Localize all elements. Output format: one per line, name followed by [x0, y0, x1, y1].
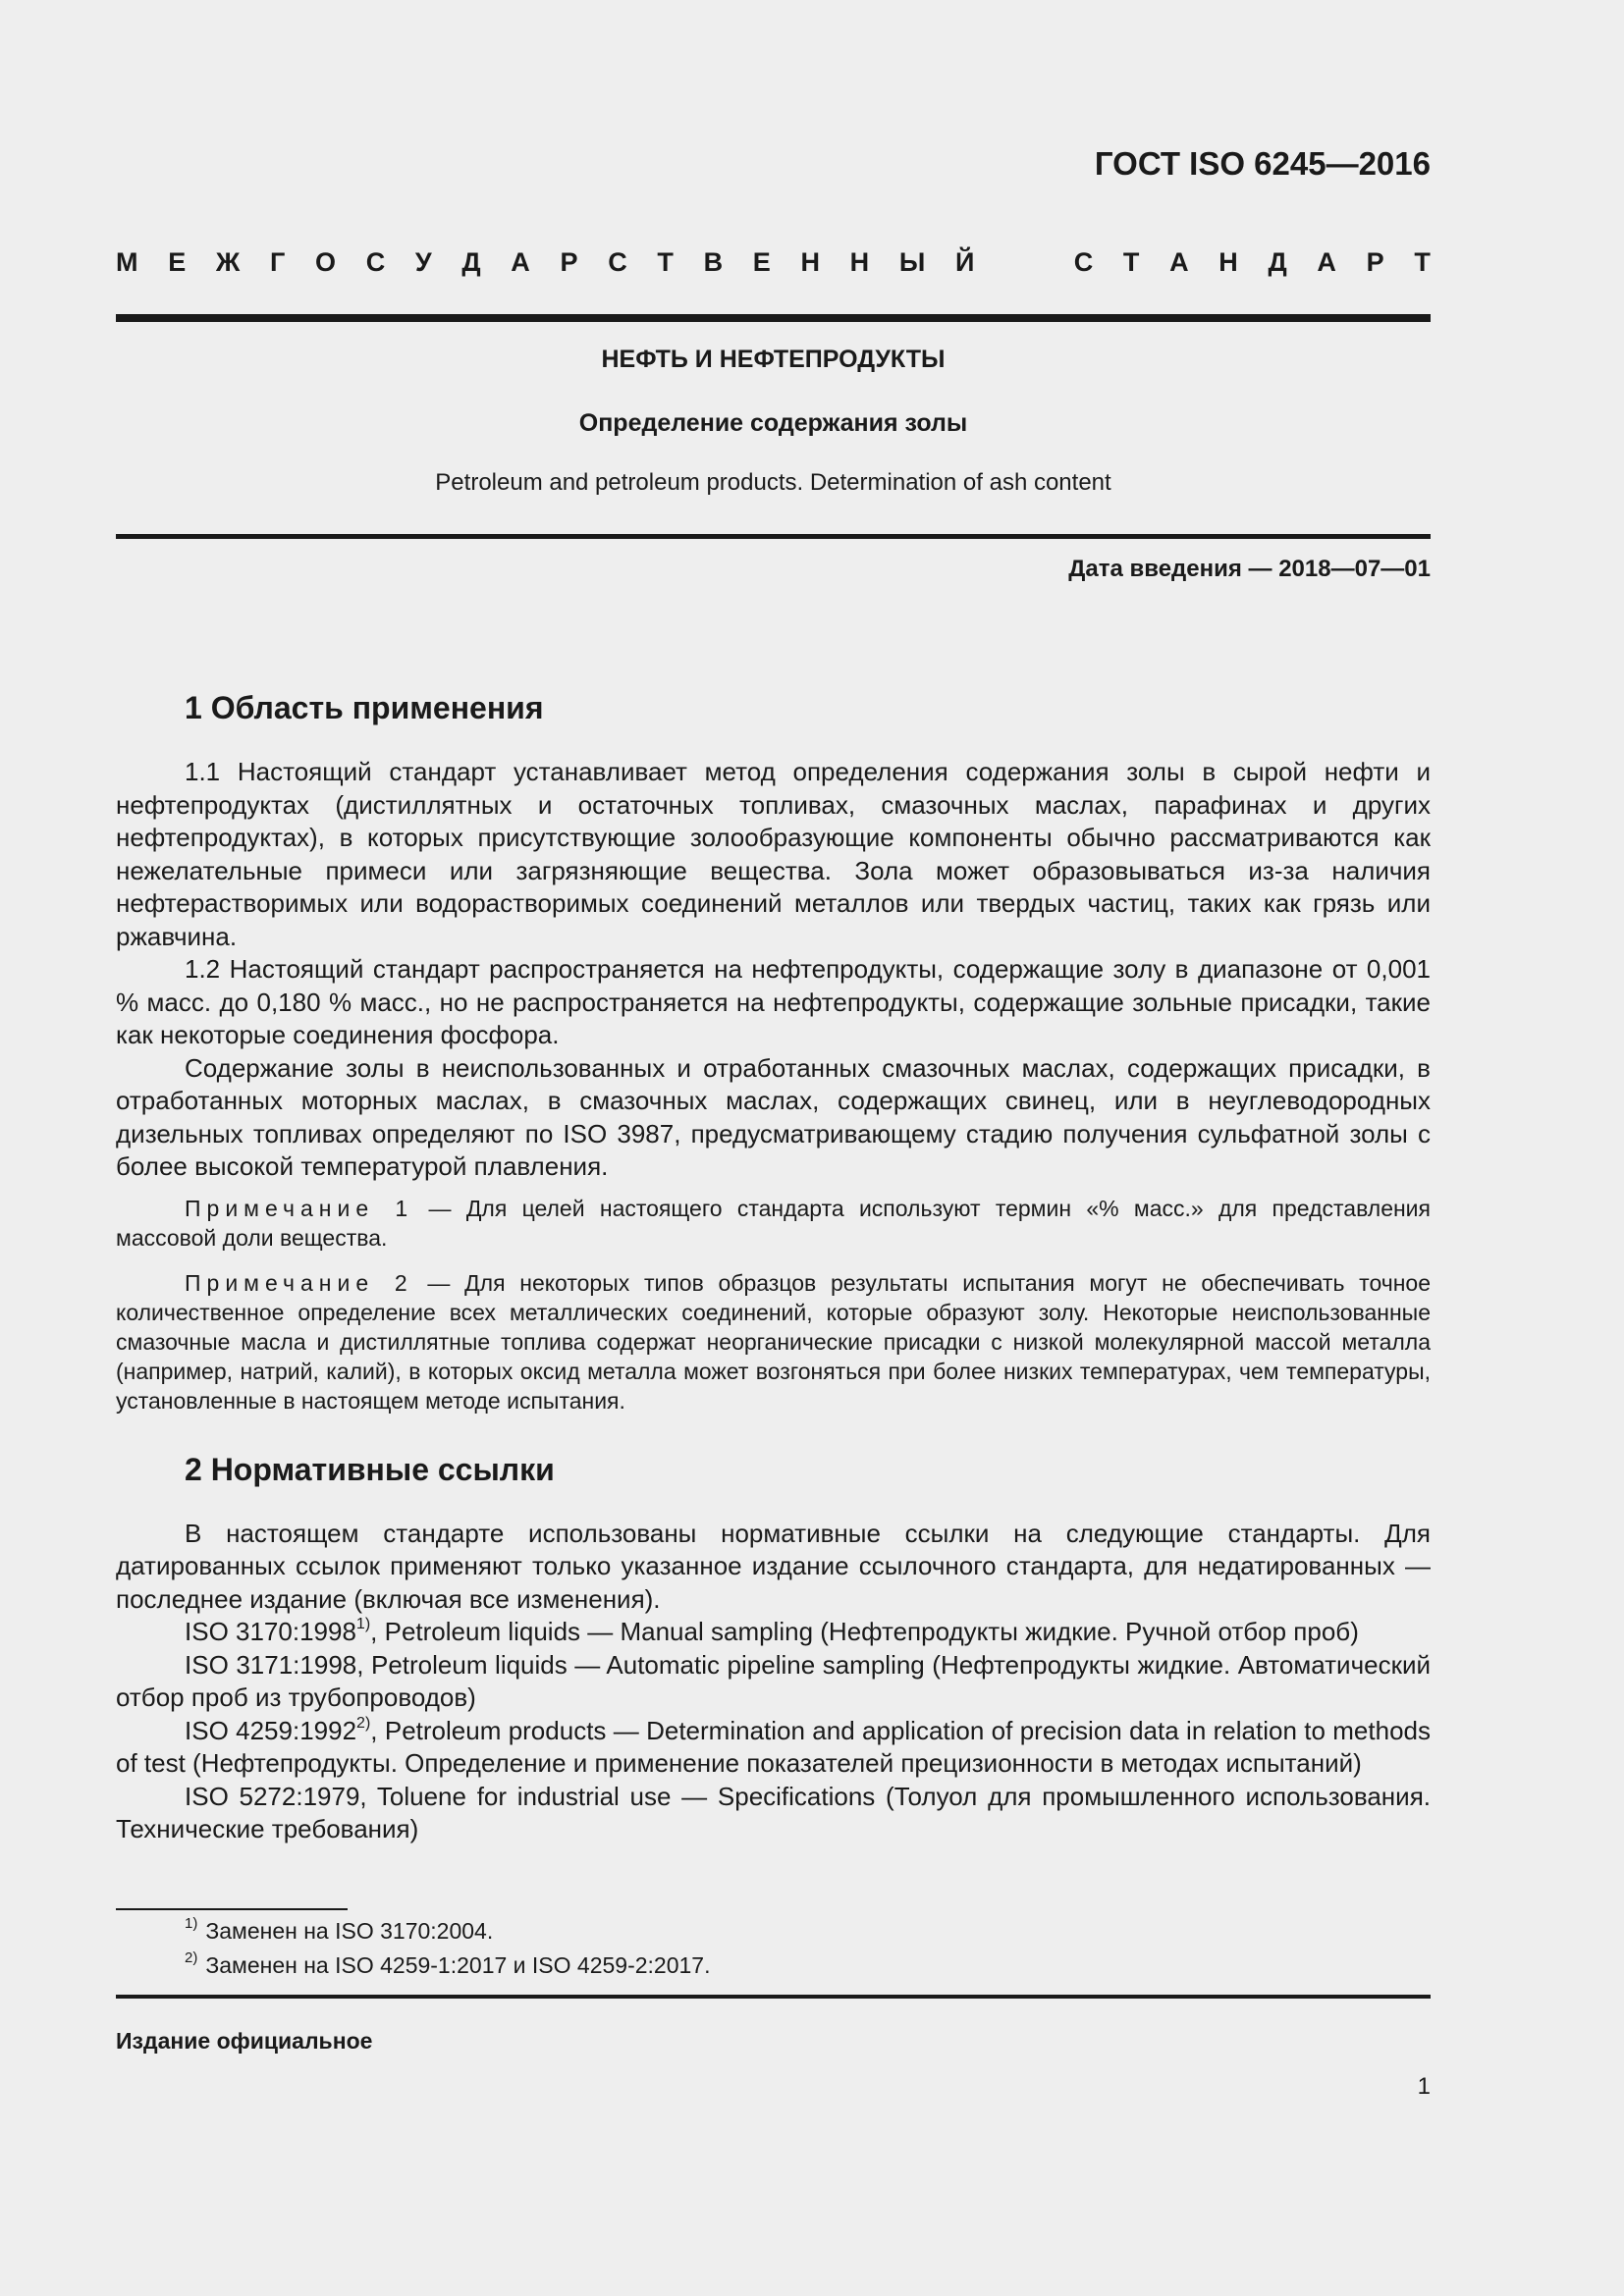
- banner-letter: Р: [1366, 247, 1384, 277]
- banner-word-gap: [1004, 247, 1044, 278]
- official-edition-label: Издание официальное: [116, 2028, 373, 2054]
- banner-letter: Н: [800, 247, 820, 277]
- banner-letter: Р: [560, 247, 578, 277]
- footnote-text: Заменен на ISO 4259-1:2017 и ISO 4259-2:2017.: [205, 1952, 711, 1978]
- banner-letter: С: [365, 247, 386, 277]
- banner-letter: Н: [1218, 247, 1238, 277]
- banner-letter: Д: [1268, 247, 1287, 277]
- reference-title: , Petroleum products — Determination and application of precision data in relation to methods of test (Нефтепродукты. Определение и применение показателей прецизионности в методах испытаний): [116, 1715, 1431, 1778]
- note-text: — Для некоторых типов образцов результаты испытания могут не обеспечивать точное количественное определение всех металлических соединений, которые образуют золу. Некоторые неиспользованные смазочные масла и дистиллятные топлива содержат неорганические присадки с низкой молекулярной массой металла (например, натрий, калий), в которых оксид металла может возгоняться при более низких температурах, чем температуры, установленные в настоящем методе испытания.: [116, 1269, 1431, 1414]
- paragraph-1-2-continued: Содержание золы в неиспользованных и отработанных смазочных маслах, содержащих присадки, в отработанных моторных маслах, в смазочных маслах, содержащих свинец, или в неуглеводородных дизельных топливах определяют по ISO 3987, предусматривающему стадию получения сульфатной золы с более высокой температурой плавления.: [116, 1052, 1431, 1181]
- banner-letter: О: [314, 247, 336, 277]
- note-label: Примечание 1: [185, 1195, 414, 1221]
- footnote-mark: 1): [185, 1915, 198, 1933]
- reference-code: ISO 3170:1998: [185, 1617, 356, 1646]
- footer-rule: [116, 1995, 1431, 1999]
- banner-letter: С: [608, 247, 627, 277]
- reference-iso-5272: ISO 5272:1979, Toluene for industrial use — Specifications (Толуол для промышленного использования. Технические требования): [116, 1781, 1431, 1843]
- banner-letter: С: [1073, 247, 1094, 277]
- banner-letter: А: [1169, 247, 1189, 277]
- banner-letter: Н: [849, 247, 870, 277]
- paragraph-1-1: 1.1 Настоящий стандарт устанавливает метод определения содержания золы в сырой нефти и нефтепродуктах (дистиллятных и остаточных топливах, смазочных маслах, парафинах и других нефтепродуктах), в которых присутствующие золообразующие компоненты обычно рассматриваются как нежелательные примеси или загрязняющие вещества. Зола может образовываться из-за наличия нефтерастворимых или водорастворимых соединений металлов или твердых частиц, таких как грязь или ржавчина.: [116, 757, 1431, 951]
- banner-letter: Д: [461, 247, 481, 277]
- document-subtitle: Определение содержания золы: [578, 409, 968, 437]
- banner-letter: А: [511, 247, 530, 277]
- note-text: — Для целей настоящего стандарта используют термин «% масс.» для представления массовой доли вещества.: [116, 1195, 1431, 1251]
- banner-letter: М: [116, 247, 138, 277]
- footnotes: [185, 1914, 1422, 1983]
- note-1: [116, 1194, 1431, 1253]
- introduction-date: Дата введения — 2018—07—01: [1068, 556, 1431, 582]
- title-rule: [116, 534, 1431, 539]
- document-title: НЕФТЬ И НЕФТЕПРОДУКТЫ: [601, 346, 946, 373]
- reference-iso-4259: [116, 1715, 1431, 1781]
- document-body: [116, 687, 1431, 1846]
- banner-letter: В: [703, 247, 724, 277]
- reference-title: , Petroleum liquids — Manual sampling (Нефтепродукты жидкие. Ручной отбор проб): [370, 1617, 1359, 1646]
- reference-iso-3170: [116, 1616, 1431, 1649]
- page-number: 1: [1417, 2073, 1431, 2100]
- reference-iso-3171: ISO 3171:1998, Petroleum liquids — Automatic pipeline sampling (Нефтепродукты жидкие. Автоматический отбор проб из трубопроводов): [116, 1649, 1431, 1712]
- footnote-marker[interactable]: 1): [355, 1616, 371, 1633]
- banner-letter: Т: [1414, 247, 1431, 277]
- banner-letter: Е: [168, 247, 187, 277]
- document-number: ГОСТ ISO 6245—2016: [1094, 145, 1431, 182]
- banner-letter: Е: [752, 247, 771, 277]
- banner-letter: Т: [657, 247, 674, 277]
- standard-type-banner: [116, 247, 1431, 278]
- banner-letter: У: [414, 247, 432, 277]
- footnote-mark: 2): [185, 1949, 198, 1967]
- references-intro: В настоящем стандарте использованы нормативные ссылки на следующие стандарты. Для датированных ссылок применяют только указанное издание ссылочного стандарта, для недатированных — последнее издание (включая все изменения).: [116, 1518, 1431, 1614]
- section-heading-scope: 1 Область применения: [185, 690, 544, 725]
- note-2: [116, 1268, 1431, 1415]
- section-spacer: [116, 1415, 1431, 1449]
- banner-letter: Ы: [898, 247, 926, 277]
- reference-code: ISO 4259:1992: [185, 1715, 357, 1745]
- footnote-2: [185, 1949, 1422, 1983]
- footnote-1: [185, 1914, 1422, 1949]
- banner-letter: Й: [954, 247, 975, 277]
- note-label: Примечание 2: [185, 1269, 413, 1296]
- banner-letter: Т: [1122, 247, 1140, 277]
- footnote-separator: [116, 1908, 348, 1910]
- banner-letter: Ж: [215, 247, 241, 277]
- banner-letter: А: [1317, 247, 1336, 277]
- paragraph-1-2: 1.2 Настоящий стандарт распространяется на нефтепродукты, содержащие золу в диапазоне от 0,001 % масс. до 0,180 % масс., но не распространяется на нефтепродукты, содержащие зольные присадки, такие как некоторые соединения фосфора.: [116, 954, 1431, 1049]
- header-rule-thick: [116, 314, 1431, 322]
- section-heading-normative-references: 2 Нормативные ссылки: [185, 1451, 555, 1487]
- footnote-marker[interactable]: 2): [356, 1714, 371, 1732]
- banner-letter: Г: [269, 247, 286, 277]
- footnote-text: Заменен на ISO 3170:2004.: [205, 1918, 494, 1944]
- document-english-title: Petroleum and petroleum products. Determination of ash content: [435, 469, 1111, 496]
